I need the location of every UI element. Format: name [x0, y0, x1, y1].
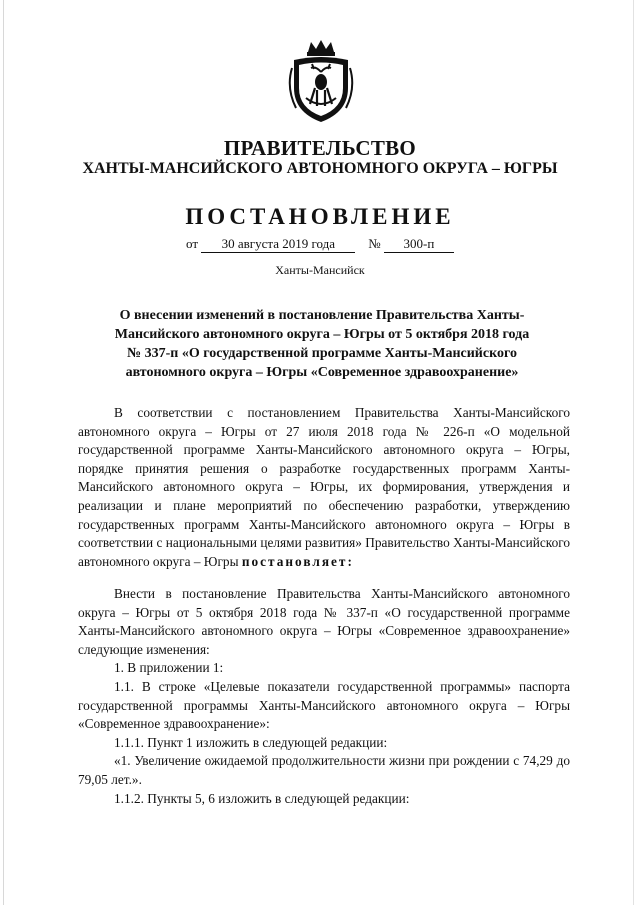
document-title: О внесении изменений в постановление Правительства Ханты-Мансийского автономного округа – Югры от 5 октября 2018 года № 337-п «О государственной программе Ханты-Мансийского автономного округа – Югры «Современное здравоохранение»: [114, 308, 530, 380]
item-1-1-1: 1.1.1. Пункт 1 изложить в следующей редакции:: [114, 734, 388, 750]
amendments-block: [78, 585, 570, 808]
document-city: Ханты-Мансийск: [275, 263, 365, 277]
date-number-line: [0, 236, 640, 253]
item-1-1-2: 1.1.2. Пункты 5, 6 изложить в следующей редакции:: [114, 790, 410, 806]
date-prefix: от: [186, 236, 199, 251]
document-date: 30 августа 2019 года: [201, 236, 355, 253]
quote-item-1: «1. Увеличение ожидаемой продолжительности жизни при рождении с 74,29 до 79,05 лет.».: [78, 753, 570, 787]
item-1-1: 1.1. В строке «Целевые показатели государственной программы» паспорта государственной программы Ханты-Мансийского автономного округа – Югры «Современное здравоохранение»:: [78, 678, 570, 732]
government-name-line2: ХАНТЫ-МАНСИЙСКОГО АВТОНОМНОГО ОКРУГА – ЮГРЫ: [82, 160, 558, 177]
number-prefix: №: [368, 236, 381, 251]
preamble-text: В соответствии с постановлением Правительства Ханты-Мансийского автономного округа – Югры от 27 июля 2018 года № 226-п «О модельной государственной программе Ханты-Мансийского автономного округа – Югры, порядке принятия решения о разработке государственных программ Ханты-Мансийского автономного округа – Югры, их формирования, утверждения и реализации и плане мероприятий по обеспечению разработки, утверждению государственных программ Ханты-Мансийского автономного округа – Югры в соответствии с национальными целями развития» Правительство Ханты-Мансийского автономного округа – Югры: [78, 405, 570, 569]
intro-paragraph: Внести в постановление Правительства Ханты-Мансийского автономного округа – Югры от 5 октября 2018 года № 337-п «О государственной программе Ханты-Мансийского автономного округа – Югры «Современное здравоохранение» следующие изменения:: [78, 586, 570, 657]
government-name-line1: ПРАВИТЕЛЬСТВО: [223, 136, 417, 160]
item-1: 1. В приложении 1:: [114, 660, 224, 676]
coat-of-arms-icon: [286, 38, 356, 124]
document-number: 300-п: [384, 236, 454, 253]
preamble-block: [78, 404, 570, 571]
document-type: ПОСТАНОВЛЕНИЕ: [185, 204, 455, 229]
decree-word: постановляет:: [241, 553, 354, 569]
